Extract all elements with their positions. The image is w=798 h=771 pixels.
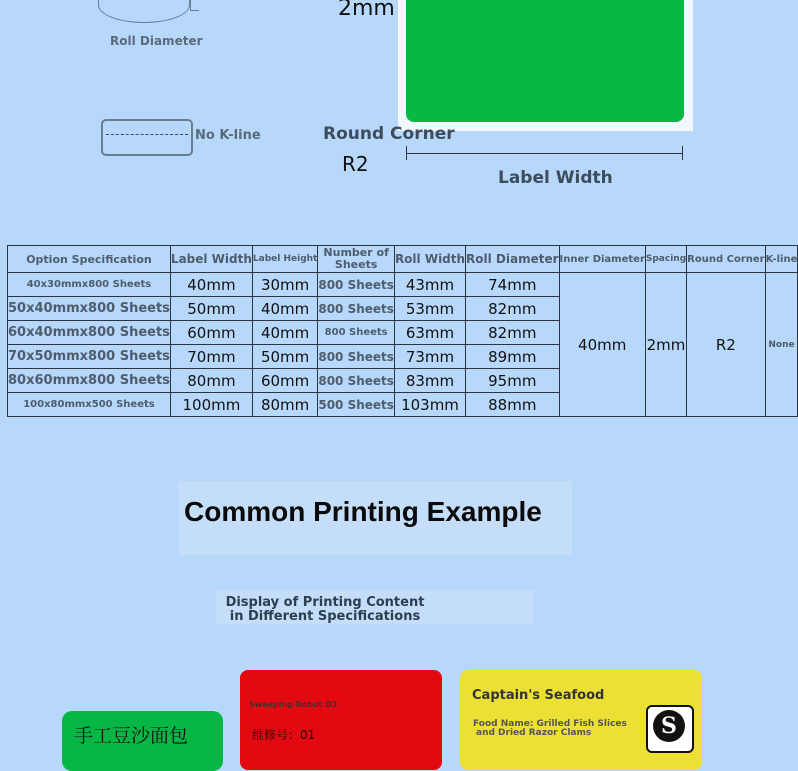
header-roll-diameter: Roll Diameter [466,246,560,273]
header-k-line: K-line [765,246,798,273]
roll-dimension-tick [190,0,199,11]
subtitle-line-1: Display of Printing Content [225,595,425,610]
cell-roll-diameter: 88mm [466,393,560,417]
yellow-label-food [473,720,627,738]
cell-option: 70x50mmx800 Sheets [8,345,171,369]
roll-diameter-label: Roll Diameter [110,34,203,48]
sample-label-green [62,711,223,771]
cell-round-corner: R2 [687,273,765,417]
cell-roll-diameter: 74mm [466,273,560,297]
label-width-line [406,153,682,154]
spacing-dimension: 2mm [338,0,395,21]
red-label-line: 维修号：01 [252,728,316,742]
cell-roll-diameter: 89mm [466,345,560,369]
cell-roll-width: 73mm [394,345,465,369]
header-label-height: Label Height [252,246,317,273]
label-width-tick-right [682,146,683,160]
cell-label-width: 100mm [170,393,252,417]
yellow-food-line-2: and Dried Razor Clams [476,728,592,738]
cell-option: 80x60mmx800 Sheets [8,369,171,393]
no-kline-sample [101,119,193,156]
header-inner-diameter: Inner Diameter [559,246,645,273]
header-label-width: Label Width [170,246,252,273]
header-option-spec: Option Specification [8,246,171,273]
cell-option: 60x40mmx800 Sheets [8,321,171,345]
sample-label-yellow [460,670,702,770]
sample-label-red [240,670,442,770]
cell-label-height: 60mm [252,369,317,393]
cell-inner-diameter: 40mm [559,273,645,417]
yellow-label-title: Captain's Seafood [472,688,605,703]
cell-roll-diameter: 95mm [466,369,560,393]
cell-label-width: 70mm [170,345,252,369]
qs-glyph: S [653,710,685,742]
header-roll-width: Roll Width [394,246,465,273]
cell-label-height: 80mm [252,393,317,417]
cell-label-width: 50mm [170,297,252,321]
roll-outline [98,0,190,23]
cell-roll-diameter: 82mm [466,321,560,345]
cell-sheets: 800 Sheets [318,345,395,369]
label-width-label: Label Width [498,168,613,188]
cell-roll-width: 103mm [394,393,465,417]
cell-sheets: 800 Sheets [318,297,395,321]
cell-roll-width: 43mm [394,273,465,297]
cell-label-width: 80mm [170,369,252,393]
cell-roll-diameter: 82mm [466,297,560,321]
round-corner-value: R2 [342,152,369,176]
cell-label-height: 40mm [252,321,317,345]
red-label-title: Sweeping Robot D3 [249,700,338,709]
yellow-food-line-1: Food Name: Grilled Fish Slices [473,719,627,729]
header-round-corner: Round Corner [687,246,765,273]
cell-label-height: 40mm [252,297,317,321]
round-corner-label: Round Corner [323,124,455,144]
cell-label-width: 60mm [170,321,252,345]
cell-sheets: 800 Sheets [318,273,395,297]
cell-spacing: 2mm [645,273,686,417]
cell-option: 100x80mmx500 Sheets [8,393,171,417]
table-header-row [8,246,798,273]
label-sample-green [406,0,684,122]
section-title: Common Printing Example [184,496,542,527]
kline-dash [106,134,188,135]
cell-label-height: 30mm [252,273,317,297]
cell-sheets: 800 Sheets [318,321,395,345]
cell-sheets: 800 Sheets [318,369,395,393]
cell-label-height: 50mm [252,345,317,369]
header-spacing: Spacing [645,246,686,273]
cell-option: 40x30mmx800 Sheets [8,273,171,297]
spec-table [7,245,798,417]
cell-sheets: 500 Sheets [318,393,395,417]
green-label-text: 手工豆沙面包 [74,725,189,747]
cell-roll-width: 53mm [394,297,465,321]
cell-roll-width: 83mm [394,369,465,393]
header-number-of-sheets: Number of Sheets [318,246,395,273]
cell-k-line: None [765,273,798,417]
section-subtitle [216,596,434,624]
cell-label-width: 40mm [170,273,252,297]
subtitle-line-2: in Different Specifications [229,609,421,624]
cell-roll-width: 63mm [394,321,465,345]
qs-certification-icon [646,705,694,753]
table-row [8,273,798,297]
no-kline-label: No K-line [195,128,261,143]
label-width-tick-left [406,146,407,160]
cell-option: 50x40mmx800 Sheets [8,297,171,321]
